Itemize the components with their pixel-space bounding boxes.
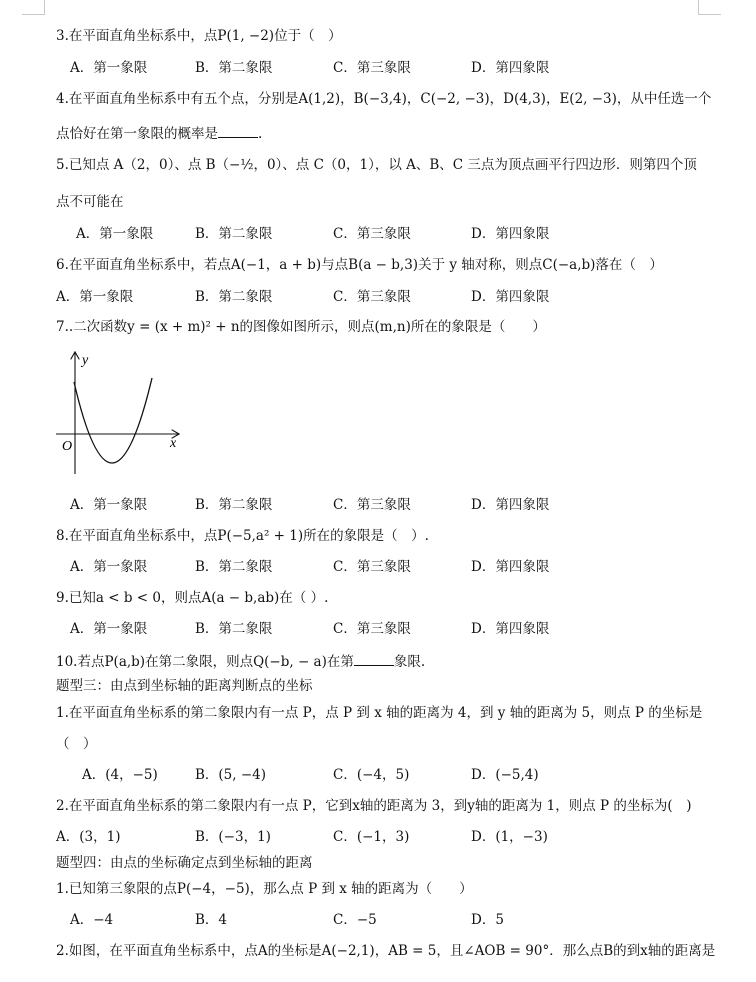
- option-c: C．−5: [333, 912, 377, 928]
- question-5-stem-cont: 点不可能在: [56, 194, 124, 210]
- option-d: D．第四象限: [471, 60, 550, 76]
- option-b: B．第二象限: [195, 497, 273, 513]
- option-b: B．第二象限: [195, 289, 273, 305]
- option-a: A．(4，−5): [82, 767, 158, 783]
- option-a: A．(3，1): [56, 829, 121, 845]
- option-d: D．第四象限: [471, 289, 550, 305]
- option-d: D．第四象限: [471, 621, 550, 637]
- question-8-stem: 8.在平面直角坐标系中，点P(−5,a² + 1)所在的象限是（ ）.: [56, 528, 429, 544]
- question-7-stem: 7..二次函数y = (x + m)² + n的图像如图所示，则点(m,n)所在的象限是（ ）: [56, 319, 546, 335]
- option-c: C．第三象限: [333, 60, 411, 76]
- parabola-graph: [52, 350, 192, 478]
- option-b: B．4: [195, 912, 228, 928]
- question-9-stem: 9.已知a < b < 0，则点A(a − b,ab)在（ ）.: [56, 590, 329, 606]
- option-a: A．第一象限: [70, 60, 148, 76]
- answer-blank[interactable]: [354, 651, 394, 666]
- option-b: B．第二象限: [195, 621, 273, 637]
- section-3-question-2-stem: 2.在平面直角坐标系的第二象限内有一点 P，它到x轴的距离为 3，到y轴的距离为 1，则点 P 的坐标为( ): [56, 798, 692, 814]
- answer-blank[interactable]: [218, 123, 258, 138]
- option-b: B．第二象限: [195, 559, 273, 575]
- option-c: C．第三象限: [333, 226, 411, 242]
- parabola-curve: [74, 378, 152, 463]
- option-b: B．第二象限: [195, 226, 273, 242]
- option-d: D．第四象限: [471, 497, 550, 513]
- option-c: C．第三象限: [333, 559, 411, 575]
- option-b: B．第二象限: [195, 60, 273, 76]
- x-axis-label: x: [170, 436, 177, 451]
- section-3-title: 题型三：由点到坐标轴的距离判断点的坐标: [56, 678, 313, 694]
- option-a: A．第一象限: [70, 621, 148, 637]
- option-b: B．(5, −4): [195, 767, 267, 783]
- option-c: C．第三象限: [333, 621, 411, 637]
- question-6-stem: 6.在平面直角坐标系中，若点A(−1，a + b)与点B(a − b,3)关于 y 轴对称，则点C(−a,b)落在（ ）: [56, 257, 663, 273]
- option-a: A．第一象限: [76, 226, 154, 242]
- option-a: A．第一象限: [56, 289, 134, 305]
- section-4-title: 题型四：由点的坐标确定点到坐标轴的距离: [56, 855, 313, 871]
- origin-label: O: [62, 439, 73, 454]
- option-c: C．第三象限: [333, 289, 411, 305]
- option-d: D．第四象限: [471, 559, 550, 575]
- section-3-question-1-stem-cont: （ ）: [56, 736, 97, 752]
- question-4-stem: 4.在平面直角坐标系中有五个点，分别是A(1,2)，B(−3,4)，C(−2, −3)，D(4,3)，E(2, −3)，从中任选一个: [56, 91, 712, 107]
- question-3-stem: 3.在平面直角坐标系中，点P(1, −2)位于（ ）: [56, 28, 342, 44]
- option-c: C．(−1，3): [333, 829, 410, 845]
- option-d: D．第四象限: [471, 226, 550, 242]
- option-d: D．(1，−3): [471, 829, 548, 845]
- option-a: A．第一象限: [70, 559, 148, 575]
- section-4-question-2-stem: 2.如图，在平面直角坐标系中，点A的坐标是A(−2,1)，AB = 5，且∠AOB = 90°．那么点B的到x轴的距离是: [56, 943, 716, 959]
- y-axis-label: y: [82, 353, 89, 368]
- page-corner-mark-left: [22, 0, 45, 15]
- question-5-stem: 5.已知点 A（2，0）、点 B（−½，0）、点 C（0，1），以 A、B、C 三点为顶点画平行四边形．则第四个顶: [56, 157, 697, 173]
- section-3-question-1-stem: 1.在平面直角坐标系的第二象限内有一点 P，点 P 到 x 轴的距离为 4，到 y 轴的距离为 5，则点 P 的坐标是: [56, 705, 703, 721]
- option-a: A．−4: [70, 912, 114, 928]
- option-b: B．(−3，1): [195, 829, 271, 845]
- section-4-question-1-stem: 1.已知第三象限的点P(−4，−5)，那么点 P 到 x 轴的距离为（ ）: [56, 881, 473, 897]
- option-d: D．(−5,4): [471, 767, 539, 783]
- option-c: C．(−4，5): [333, 767, 410, 783]
- option-d: D．5: [471, 912, 504, 928]
- question-10-stem: 10.若点P(a,b)在第二象限，则点Q(−b, − a)在第 象限.: [56, 651, 425, 671]
- option-c: C．第三象限: [333, 497, 411, 513]
- question-4-stem-cont: 点恰好在第一象限的概率是 .: [56, 123, 262, 143]
- page-corner-mark-right: [698, 0, 721, 15]
- option-a: A．第一象限: [70, 497, 148, 513]
